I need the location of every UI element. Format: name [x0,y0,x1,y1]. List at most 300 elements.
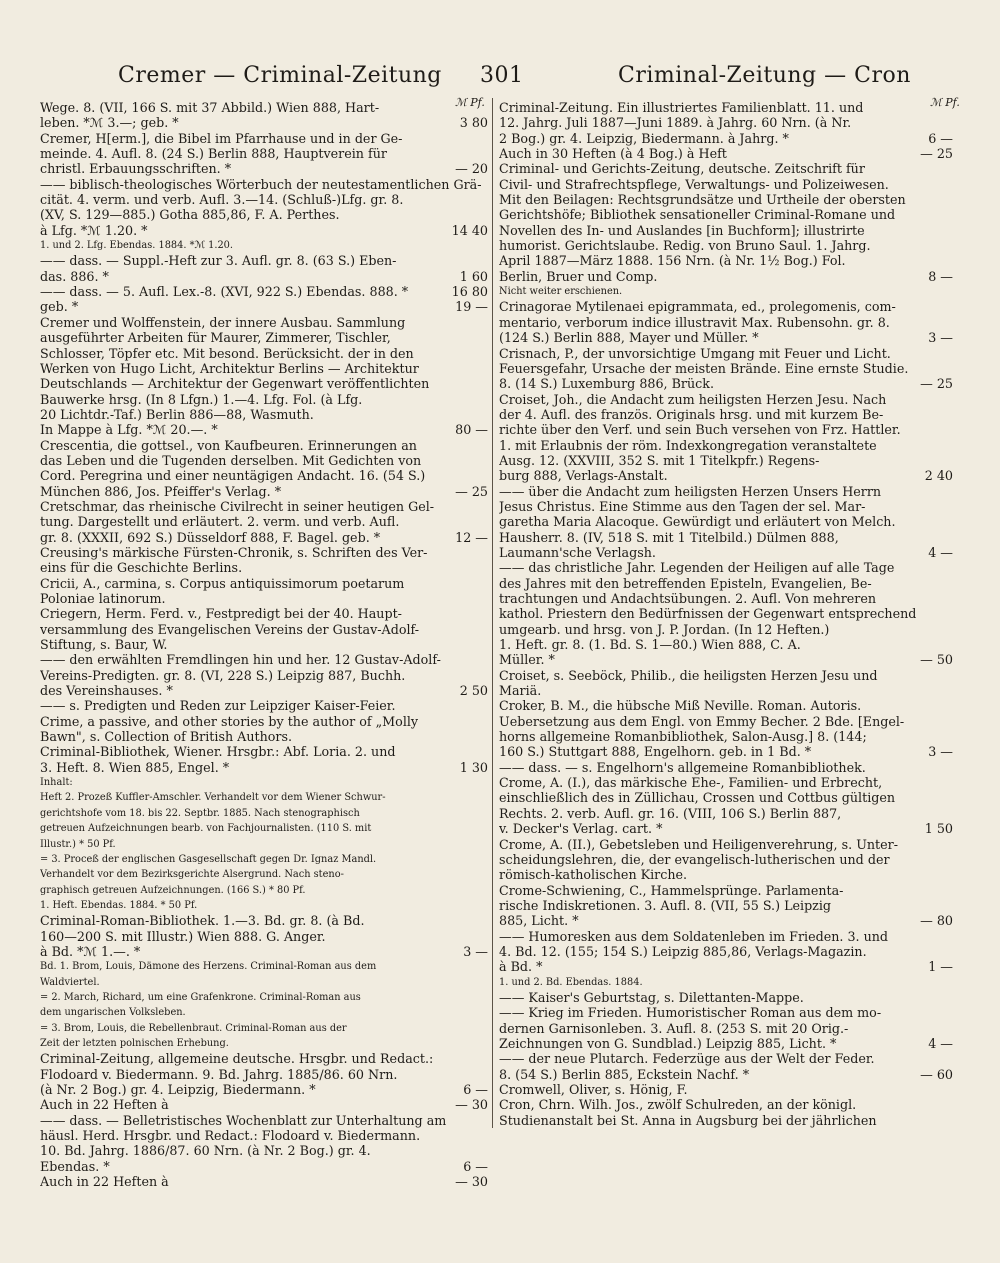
entry-text: eins für die Geschichte Berlins. [40,560,243,576]
entry-text: Crime, a passive, and other stories by the author of „Molly [40,713,419,729]
catalog-line [40,530,488,545]
entry-price: 6 — [928,130,953,146]
running-header-right: Criminal-Zeitung — Cron [618,63,911,88]
entry-text: In Mappe à Lfg. *ℳ 20.—. * [40,422,218,438]
catalog-line [40,806,488,821]
catalog-line [499,760,953,775]
catalog-line [40,468,488,483]
entry-price: 6 — [463,1082,488,1097]
entry-text: = 2. March, Richard, um eine Grafenkrone. Criminal-Roman aus [40,991,361,1003]
entry-text: Feuersgefahr, Ursache der meisten Brände. Eine ernste Studie. [499,360,909,376]
catalog-line [40,683,488,698]
entry-text: Waldviertel. [40,976,100,988]
entry-text: das. 886. * [40,268,109,284]
entry-text: Gerichtshöfe; Bibliothek sensationeller Criminal-Romane und [499,207,896,223]
entry-text: 1. und 2. Lfg. Ebendas. 1884. *ℳ 1.20. [40,240,234,252]
catalog-line [40,484,488,499]
entry-text: 4. Bd. 12. (155; 154 S.) Leipzig 885,86, Verlags-Magazin. [499,943,867,959]
catalog-line [499,1097,953,1112]
catalog-line [499,376,953,391]
entry-price: 2 40 [924,468,953,484]
catalog-line [499,883,953,898]
catalog-line [40,867,488,882]
catalog-line [499,975,953,990]
entry-text: tung. Dargestellt und erläutert. 2. verm. und verb. Aufl. [40,514,400,530]
entry-text: —— Humoresken aus dem Soldatenleben im Frieden. 3. und [499,928,889,944]
entry-text: Crome-Schwiening, C., Hammelsprünge. Parlamenta- [499,882,844,898]
catalog-line [499,929,953,944]
catalog-line [499,1113,953,1128]
entry-text: Bauwerke hrsg. (In 8 Lfgn.) 1.—4. Lfg. Fol. (à Lfg. [40,391,363,407]
entry-text: —— dass. — Suppl.-Heft zur 3. Aufl. gr. 8. (63 S.) Eben- [40,253,397,269]
catalog-line [40,944,488,959]
entry-text: —— dass. — 5. Aufl. Lex.-8. (XVI, 922 S.) Ebendas. 888. * [40,284,409,300]
entry-text: —— das christliche Jahr. Legenden der Heiligen auf alle Tage [499,560,895,576]
catalog-line [499,837,953,852]
entry-text: Mit den Beilagen: Rechtsgrundsätze und Urtheile der obersten [499,192,906,208]
catalog-line [499,852,953,867]
entry-text: Criminal-Bibliothek, Wiener. Hrsgbr.: Abf. Loria. 2. und [40,744,396,760]
entry-text: Werken von Hugo Licht, Architektur Berlins — Architektur [40,360,419,376]
catalog-line [40,729,488,744]
catalog-line [40,346,488,361]
entry-text: geb. * [40,299,79,315]
entry-text: 160 S.) Stuttgart 888, Engelhorn. geb. in 1 Bd. * [499,744,812,760]
catalog-line [40,698,488,713]
catalog-line [499,606,953,621]
catalog-line [40,606,488,621]
entry-text: 3. Heft. 8. Wien 885, Engel. * [40,759,230,775]
entry-price: — 80 [920,913,953,929]
price-column-head-left: ℳ Pf. [455,96,485,109]
catalog-line [40,453,488,468]
entry-price: 19 — [455,299,488,315]
catalog-line [499,652,953,667]
entry-text: Schlosser, Töpfer etc. Mit besond. Berücksicht. der in den [40,345,414,361]
entry-text: à Bd. *ℳ 1.—. * [40,943,141,959]
entry-price: — 25 [920,146,953,162]
entry-text: —— der neue Plutarch. Federzüge aus der Welt der Feder. [499,1051,875,1067]
catalog-line [499,744,953,759]
catalog-line [40,192,488,207]
entry-text: burg 888, Verlags-Anstalt. [499,468,668,484]
entry-text: Crome, A. (I.), das märkische Ehe-, Familien- und Erbrecht, [499,775,883,791]
catalog-line [40,1174,488,1189]
entry-text: 20 Lichtdr.-Taf.) Berlin 886—88, Wasmuth. [40,406,314,422]
catalog-line [499,990,953,1005]
catalog-line [40,560,488,575]
entry-text: versammlung des Evangelischen Vereins der Gustav-Adolf- [40,621,420,637]
catalog-line [499,1082,953,1097]
entry-text: —— dass. — Belletristisches Wochenblatt zur Unterhaltung am [40,1112,447,1128]
entry-text: Auch in 22 Heften à [40,1174,169,1190]
entry-text: Crisnach, P., der unvorsichtige Umgang mit Feuer und Licht. [499,345,891,361]
catalog-line [40,576,488,591]
entry-price: 2 50 [459,683,488,699]
entry-text: München 886, Jos. Pfeiffer's Verlag. * [40,483,282,499]
column-divider [492,98,493,1128]
entry-text: Wege. 8. (VII, 166 S. mit 37 Abbild.) Wien 888, Hart- [40,100,380,115]
catalog-line [499,238,953,253]
catalog-line [40,315,488,330]
catalog-line [40,929,488,944]
entry-text: 160—200 S. mit Illustr.) Wien 888. G. Anger. [40,928,326,944]
left-column [40,100,488,1189]
entry-text: meinde. 4. Aufl. 8. (24 S.) Berlin 888, Hauptverein für [40,146,387,162]
catalog-line [40,760,488,775]
entry-text: 1. und 2. Bd. Ebendas. 1884. [499,976,643,988]
catalog-line [40,177,488,192]
catalog-line [40,146,488,161]
entry-price: 3 — [928,330,953,346]
catalog-line [40,975,488,990]
catalog-line [499,131,953,146]
price-column-head-right: ℳ Pf. [930,96,960,109]
catalog-line [40,668,488,683]
catalog-line [499,284,953,299]
catalog-line [40,499,488,514]
catalog-line [40,392,488,407]
entry-text: —— über die Andacht zum heiligsten Herzen Unsers Herrn [499,483,882,499]
entry-text: einschließlich des in Züllichau, Crossen und Cottbus gültigen [499,790,896,806]
catalog-line [499,100,953,115]
catalog-line [499,637,953,652]
catalog-line [499,668,953,683]
entry-text: 12. Jahrg. Juli 1887—Juni 1889. à Jahrg. 60 Nrn. (à Nr. [499,115,852,131]
catalog-line [40,238,488,253]
entry-text: Criegern, Herm. Ferd. v., Festpredigt bei der 40. Haupt- [40,606,402,622]
catalog-line [499,207,953,222]
entry-text: gr. 8. (XXXII, 692 S.) Düsseldorf 888, F. Bagel. geb. * [40,529,381,545]
catalog-line [40,207,488,222]
entry-text: das Leben und die Tugenden derselben. Mit Gedichten von [40,452,422,468]
entry-text: Poloniae latinorum. [40,591,166,606]
entry-text: —— den erwählten Fremdlingen hin und her. 12 Gustav-Adolf- [40,652,441,668]
catalog-line [40,361,488,376]
page-number: 301 [480,63,524,88]
catalog-line [499,269,953,284]
catalog-line [40,837,488,852]
entry-price: 1 — [928,959,953,975]
catalog-line [499,729,953,744]
catalog-line [40,1159,488,1174]
catalog-line [499,530,953,545]
entry-price: 4 — [928,544,953,560]
entry-text: 1. Heft. gr. 8. (1. Bd. S. 1—80.) Wien 888, C. A. [499,637,801,653]
catalog-line [499,1021,953,1036]
catalog-line [40,591,488,606]
catalog-line [499,407,953,422]
catalog-line [499,698,953,713]
entry-text: Novellen des In- und Auslandes [in Buchform]; illustrirte [499,222,865,238]
entry-price: 1 50 [924,821,953,837]
catalog-line [499,453,953,468]
catalog-line [40,775,488,790]
entry-text: Bawn", s. Collection of British Authors. [40,729,293,745]
catalog-line [40,514,488,529]
entry-price: — 30 [455,1097,488,1113]
catalog-line [40,744,488,759]
entry-text: Vereins-Predigten. gr. 8. (VI, 228 S.) Leipzig 887, Buchh. [40,667,406,683]
entry-text: Nicht weiter erschienen. [499,286,623,298]
catalog-line [40,407,488,422]
running-header-left: Cremer — Criminal-Zeitung [118,63,442,88]
entry-text: —— Kaiser's Geburtstag, s. Dilettanten-Mappe. [499,989,804,1005]
catalog-line [40,422,488,437]
entry-price: 8 — [928,268,953,284]
entry-text: Civil- und Strafrechtspflege, Verwaltungs- und Polizeiwesen. [499,176,889,192]
catalog-line [499,1051,953,1066]
catalog-line [40,1067,488,1082]
catalog-line [499,361,953,376]
entry-text: Cromwell, Oliver, s. Hönig, F. [499,1082,688,1097]
catalog-line [499,1067,953,1082]
entry-text: April 1887—März 1888. 156 Nrn. (à Nr. 1½ Bog.) Fol. [499,253,846,269]
catalog-line [499,775,953,790]
catalog-line [499,315,953,330]
entry-text: = 3. Proceß der englischen Gasgesellschaft gegen Dr. Ignaz Mandl. [40,853,377,865]
entry-price: 16 80 [451,284,488,300]
entry-text: Cremer und Wolffenstein, der innere Ausbau. Sammlung [40,314,406,330]
catalog-line [40,1082,488,1097]
catalog-line [499,146,953,161]
entry-text: v. Decker's Verlag. cart. * [499,821,663,837]
entry-text: Müller. * [499,652,555,668]
catalog-line [40,161,488,176]
catalog-line [499,790,953,805]
catalog-line [40,253,488,268]
catalog-line [499,192,953,207]
catalog-line [499,576,953,591]
entry-text: Rechts. 2. verb. Aufl. gr. 16. (VIII, 106 S.) Berlin 887, [499,805,842,821]
entry-text: Ebendas. * [40,1158,110,1174]
catalog-line [40,898,488,913]
catalog-line [499,867,953,882]
entry-text: Mariä. [499,683,542,699]
entry-text: Cretschmar, das rheinische Civilrecht in seiner heutigen Gel- [40,498,435,514]
catalog-line [40,790,488,805]
catalog-line [40,1021,488,1036]
entry-text: gerichtshofe vom 18. bis 22. Septbr. 1885. Nach stenographisch [40,807,360,819]
entry-text: 2 Bog.) gr. 4. Leipzig, Biedermann. à Jahrg. * [499,130,789,146]
catalog-line [40,545,488,560]
catalog-line [499,346,953,361]
entry-text: häusl. Herd. Hrsgbr. und Redact.: Flodoard v. Biedermann. [40,1128,421,1144]
catalog-line [499,115,953,130]
entry-text: Croker, B. M., die hübsche Miß Neville. Roman. Autoris. [499,698,862,714]
entry-text: 10. Bd. Jahrg. 1886/87. 60 Nrn. (à Nr. 2 Bog.) gr. 4. [40,1143,371,1159]
catalog-line [499,683,953,698]
catalog-line [40,883,488,898]
entry-text: rische Indiskretionen. 3. Aufl. 8. (VII, 55 S.) Leipzig [499,897,832,913]
catalog-line [40,284,488,299]
catalog-line [499,161,953,176]
catalog-line [499,806,953,821]
catalog-line [40,100,488,115]
entry-text: humorist. Gerichtslaube. Redig. von Bruno Saul. 1. Jahrg. [499,238,871,254]
entry-text: scheidungslehren, die, der evangelisch-lutherischen und der [499,851,890,867]
entry-text: Stiftung, s. Baur, W. [40,637,168,653]
catalog-line [40,1113,488,1128]
entry-price: 3 — [463,943,488,959]
catalog-line [499,177,953,192]
entry-text: römisch-katholischen Kirche. [499,867,688,883]
entry-price: 6 — [463,1158,488,1174]
entry-price: 14 40 [451,222,488,238]
entry-text: Auch in 30 Heften (à 4 Bog.) à Heft [499,146,727,162]
entry-text: Deutschlands — Architektur der Gegenwart veröffentlichten [40,376,430,392]
entry-text: Ausg. 12. (XXVIII, 352 S. mit 1 Titelkpfr.) Regens- [499,452,820,468]
entry-text: Inhalt: [40,777,73,789]
catalog-line [499,898,953,913]
entry-price: — 30 [455,1174,488,1190]
catalog-line [40,990,488,1005]
entry-text: Berlin, Bruer und Comp. [499,268,658,284]
entry-text: Zeit der letzten polnischen Erhebung. [40,1037,229,1049]
entry-price: — 20 [455,161,488,177]
catalog-line [499,514,953,529]
entry-text: leben. *ℳ 3.—; geb. * [40,115,179,131]
entry-text: trachtungen und Andachtsübungen. 2. Aufl. Von mehreren [499,591,877,606]
entry-text: des Vereinshauses. * [40,683,173,699]
entry-text: Bd. 1. Brom, Louis, Dämone des Herzens. Criminal-Roman aus dem [40,961,377,973]
entry-text: Studienanstalt bei St. Anna in Augsburg bei der jährlichen [499,1112,877,1128]
entry-price: — 60 [920,1066,953,1082]
entry-price: 3 — [928,744,953,760]
entry-text: Criminal-Zeitung. Ein illustriertes Familienblatt. 11. und [499,100,864,115]
catalog-line [499,438,953,453]
entry-text: Cremer, H[erm.], die Bibel im Pfarrhause und in der Ge- [40,130,403,146]
entry-text: (XV, S. 129—885.) Gotha 885,86, F. A. Perthes. [40,207,340,223]
entry-price: 80 — [455,422,488,438]
entry-text: —— biblisch-theologisches Wörterbuch der neutestamentlichen Grä- [40,176,482,192]
entry-text: ausgeführter Arbeiten für Maurer, Zimmerer, Tischler, [40,330,391,346]
catalog-line [499,944,953,959]
entry-text: Cron, Chrn. Wilh. Jos., zwölf Schulreden, an der königl. [499,1097,857,1113]
entry-text: Crome, A. (II.), Gebetsleben und Heiligenverehrung, s. Unter- [499,836,899,852]
entry-text: dernen Garnisonleben. 3. Aufl. 8. (253 S. mit 20 Orig.- [499,1020,849,1036]
entry-text: Jesus Christus. Eine Stimme aus den Tagen der sel. Mar- [499,498,866,514]
catalog-line [40,376,488,391]
entry-price: 3 80 [459,115,488,131]
catalog-line [499,468,953,483]
entry-text: Uebersetzung aus dem Engl. von Emmy Becher. 2 Bde. [Engel- [499,713,905,729]
entry-text: Laumann'sche Verlagsh. [499,544,656,560]
entry-text: = 3. Brom, Louis, die Rebellenbraut. Criminal-Roman aus der [40,1022,347,1034]
entry-text: 1. Heft. Ebendas. 1884. * 50 Pf. [40,899,198,911]
catalog-line [40,269,488,284]
catalog-line [40,1036,488,1051]
entry-text: Illustr.) * 50 Pf. [40,838,116,850]
entry-text: horns allgemeine Romanbibliothek, Salon-Ausg.] 8. (144; [499,729,867,745]
entry-text: Auch in 22 Heften à [40,1097,169,1113]
catalog-line [40,1051,488,1066]
catalog-line [499,913,953,928]
catalog-line [499,1005,953,1020]
entry-text: Crinagorae Mytilenaei epigrammata, ed., prolegomenis, com- [499,299,896,315]
entry-text: Criminal-Roman-Bibliothek. 1.—3. Bd. gr. 8. (à Bd. [40,913,365,929]
catalog-line [40,223,488,238]
catalog-line [499,499,953,514]
entry-text: getreuen Aufzeichnungen bearb. von Fachjournalisten. (110 S. mit [40,823,372,835]
catalog-line [40,622,488,637]
entry-text: Verhandelt vor dem Bezirksgerichte Alsergrund. Nach steno- [40,869,344,881]
catalog-line [40,115,488,130]
entry-text: à Lfg. *ℳ 1.20. * [40,222,148,238]
catalog-line [499,545,953,560]
entry-text: der 4. Aufl. des französ. Originals hrsg. und mit kurzem Be- [499,406,884,422]
entry-price: 12 — [455,529,488,545]
catalog-line [499,422,953,437]
entry-price: 1 60 [459,268,488,284]
entry-text: Flodoard v. Biedermann. 9. Bd. Jahrg. 1885/86. 60 Nrn. [40,1066,398,1082]
catalog-line [40,1097,488,1112]
entry-text: Hausherr. 8. (IV, 518 S. mit 1 Titelbild.) Dülmen 888, [499,529,839,545]
entry-price: — 25 [455,483,488,499]
right-column [499,100,953,1128]
catalog-line [499,299,953,314]
entry-text: Croiset, s. Seeböck, Philib., die heiligsten Herzen Jesu und [499,667,878,683]
entry-text: (124 S.) Berlin 888, Mayer und Müller. * [499,330,759,346]
catalog-line [499,959,953,974]
entry-text: Criminal-Zeitung, allgemeine deutsche. Hrsgbr. und Redact.: [40,1051,434,1067]
entry-text: Cricii, A., carmina, s. Corpus antiquissimorum poetarum [40,575,405,591]
entry-text: graphisch getreuen Aufzeichnungen. (166 S.) * 80 Pf. [40,884,306,896]
entry-text: garetha Maria Alacoque. Gewürdigt und erläutert von Melch. [499,514,896,530]
catalog-line [499,821,953,836]
catalog-line [40,852,488,867]
catalog-line [40,714,488,729]
entry-text: 885, Licht. * [499,913,579,929]
entry-text: —— dass. — s. Engelhorn's allgemeine Romanbibliothek. [499,759,866,775]
catalog-line [40,330,488,345]
catalog-line [499,591,953,606]
catalog-line [499,392,953,407]
catalog-line [499,223,953,238]
catalog-line [40,1005,488,1020]
entry-text: kathol. Priestern den Bedürfnissen der Gegenwart entsprechend [499,606,917,622]
entry-text: Zeichnungen von G. Sundblad.) Leipzig 885, Licht. * [499,1035,837,1051]
catalog-line [499,253,953,268]
entry-text: Crescentia, die gottsel., von Kaufbeuren. Erinnerungen an [40,437,417,453]
entry-text: umgearb. und hrsg. von J. P. Jordan. (In 12 Heften.) [499,621,830,637]
entry-price: 1 30 [459,759,488,775]
entry-text: richte über den Verf. und sein Buch versehen von Frz. Hattler. [499,422,901,438]
entry-text: Cord. Peregrina und einer neuntägigen Andacht. 16. (54 S.) [40,468,426,484]
entry-price: 4 — [928,1035,953,1051]
entry-text: —— Krieg im Frieden. Humoristischer Roman aus dem mo- [499,1005,882,1021]
catalog-line [40,821,488,836]
entry-text: Croiset, Joh., die Andacht zum heiligsten Herzen Jesu. Nach [499,391,887,407]
entry-text: 1. mit Erlaubnis der röm. Indexkongregation veranstaltete [499,437,877,453]
catalog-line [40,1143,488,1158]
catalog-line [40,959,488,974]
entry-text: cität. 4. verm. und verb. Aufl. 3.—14. (Schluß-)Lfg. gr. 8. [40,192,404,208]
entry-text: dem ungarischen Volksleben. [40,1007,186,1019]
catalog-line [40,1128,488,1143]
catalog-line [499,560,953,575]
entry-text: 8. (54 S.) Berlin 885, Eckstein Nachf. * [499,1066,750,1082]
catalog-line [40,299,488,314]
entry-text: —— s. Predigten und Reden zur Leipziger Kaiser-Feier. [40,698,396,714]
entry-text: christl. Erbauungsschriften. * [40,161,232,177]
entry-text: mentario, verborum indice illustravit Max. Rubensohn. gr. 8. [499,314,890,330]
catalog-line [499,714,953,729]
entry-text: des Jahres mit den betreffenden Episteln, Evangelien, Be- [499,575,872,591]
catalog-line [499,1036,953,1051]
catalog-line [499,622,953,637]
entry-text: à Bd. * [499,959,543,975]
